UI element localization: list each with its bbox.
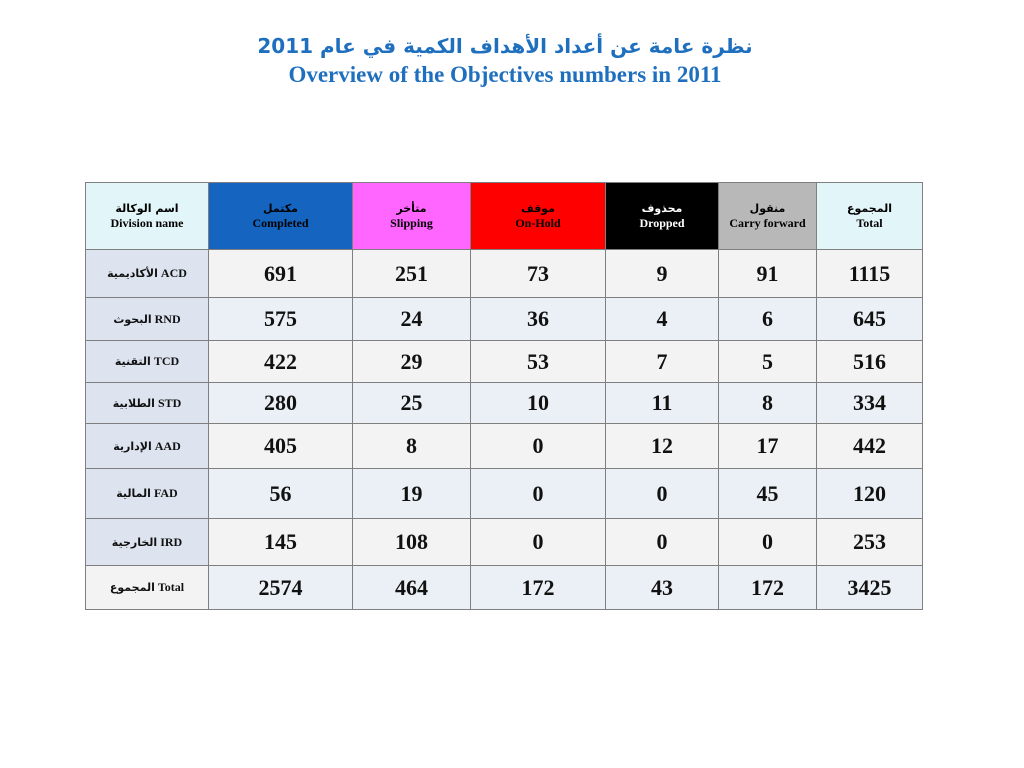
cell-total: 516 [817, 341, 923, 383]
header-completed-en: Completed [252, 216, 309, 230]
cell-total: 253 [817, 519, 923, 566]
cell-completed: 2574 [209, 566, 353, 610]
division-name-ar: البحوث [113, 312, 152, 326]
header-total-en: Total [856, 216, 883, 230]
division-label [86, 469, 209, 519]
table-row [86, 424, 923, 469]
cell-dropped: 43 [606, 566, 719, 610]
cell-slipping: 108 [353, 519, 471, 566]
division-name-ar: الأكاديمية [107, 267, 158, 280]
header-slipping [353, 183, 471, 250]
header-slipping-ar: متأخر [396, 202, 427, 215]
division-code: FAD [153, 486, 178, 500]
cell-onhold: 36 [471, 298, 606, 341]
cell-onhold: 0 [471, 519, 606, 566]
header-total-ar: المجموع [847, 202, 892, 215]
division-name-ar: المالية [116, 487, 151, 500]
header-dropped-en: Dropped [639, 216, 685, 230]
division-label [86, 519, 209, 566]
cell-completed: 280 [209, 383, 353, 424]
cell-onhold: 172 [471, 566, 606, 610]
cell-dropped: 0 [606, 519, 719, 566]
cell-completed: 145 [209, 519, 353, 566]
header-slipping-en: Slipping [390, 216, 433, 230]
table-row [86, 341, 923, 383]
header-onhold-en: On-Hold [515, 216, 561, 230]
objectives-table [85, 182, 923, 610]
header-division [86, 183, 209, 250]
cell-total: 120 [817, 469, 923, 519]
division-code: TCD [153, 354, 180, 368]
total-label-ar: المجموع [109, 581, 155, 594]
division-code: ACD [160, 266, 187, 280]
cell-carry-forward: 91 [719, 250, 817, 298]
cell-dropped: 11 [606, 383, 719, 424]
cell-carry-forward: 0 [719, 519, 817, 566]
table-row [86, 519, 923, 566]
header-carry-forward-en: Carry forward [729, 216, 806, 230]
header-division-en: Division name [110, 216, 184, 230]
header-dropped [606, 183, 719, 250]
header-dropped-ar: محذوف [641, 202, 683, 215]
header-row [86, 183, 923, 250]
header-completed [209, 183, 353, 250]
total-row [86, 566, 923, 610]
cell-slipping: 251 [353, 250, 471, 298]
cell-slipping: 19 [353, 469, 471, 519]
cell-completed: 422 [209, 341, 353, 383]
cell-total: 442 [817, 424, 923, 469]
division-label [86, 341, 209, 383]
cell-slipping: 464 [353, 566, 471, 610]
division-label [86, 424, 209, 469]
division-code: IRD [160, 534, 183, 549]
table-row [86, 469, 923, 519]
table-row [86, 250, 923, 298]
division-name-ar: الخارجية [111, 535, 158, 549]
division-code: STD [157, 395, 182, 410]
title-english: Overview of the Objectives numbers in 2011 [288, 62, 722, 87]
cell-onhold: 0 [471, 469, 606, 519]
cell-completed: 575 [209, 298, 353, 341]
header-completed-ar: مكتمل [263, 202, 298, 215]
cell-dropped: 0 [606, 469, 719, 519]
division-name-ar: الطلابية [112, 396, 155, 410]
cell-completed: 691 [209, 250, 353, 298]
header-division-ar: اسم الوكالة [115, 202, 179, 215]
cell-slipping: 29 [353, 341, 471, 383]
header-carry-forward-ar: منقول [749, 202, 786, 215]
table-row [86, 298, 923, 341]
cell-total: 645 [817, 298, 923, 341]
division-label [86, 250, 209, 298]
cell-dropped: 9 [606, 250, 719, 298]
division-label [86, 298, 209, 341]
cell-carry-forward: 8 [719, 383, 817, 424]
cell-carry-forward: 45 [719, 469, 817, 519]
cell-onhold: 10 [471, 383, 606, 424]
cell-total: 334 [817, 383, 923, 424]
division-name-ar: التقنية [114, 355, 151, 368]
cell-onhold: 53 [471, 341, 606, 383]
division-label [86, 383, 209, 424]
cell-slipping: 25 [353, 383, 471, 424]
division-code: RND [154, 311, 181, 326]
cell-total: 3425 [817, 566, 923, 610]
cell-carry-forward: 6 [719, 298, 817, 341]
cell-completed: 56 [209, 469, 353, 519]
cell-onhold: 73 [471, 250, 606, 298]
cell-carry-forward: 17 [719, 424, 817, 469]
total-label-en: Total [157, 580, 185, 594]
cell-onhold: 0 [471, 424, 606, 469]
cell-completed: 405 [209, 424, 353, 469]
division-code: AAD [154, 438, 181, 453]
cell-carry-forward: 5 [719, 341, 817, 383]
cell-slipping: 24 [353, 298, 471, 341]
table-row [86, 383, 923, 424]
title-arabic: نظرة عامة عن أعداد الأهداف الكمية في عام 2011 [257, 34, 753, 58]
division-name-ar: الإدارية [113, 439, 152, 453]
cell-carry-forward: 172 [719, 566, 817, 610]
cell-dropped: 12 [606, 424, 719, 469]
cell-dropped: 4 [606, 298, 719, 341]
cell-dropped: 7 [606, 341, 719, 383]
header-onhold [471, 183, 606, 250]
header-carry-forward [719, 183, 817, 250]
cell-total: 1115 [817, 250, 923, 298]
title-block [0, 32, 1010, 90]
header-onhold-ar: موقف [520, 202, 555, 215]
cell-slipping: 8 [353, 424, 471, 469]
division-label [86, 566, 209, 610]
header-total [817, 183, 923, 250]
